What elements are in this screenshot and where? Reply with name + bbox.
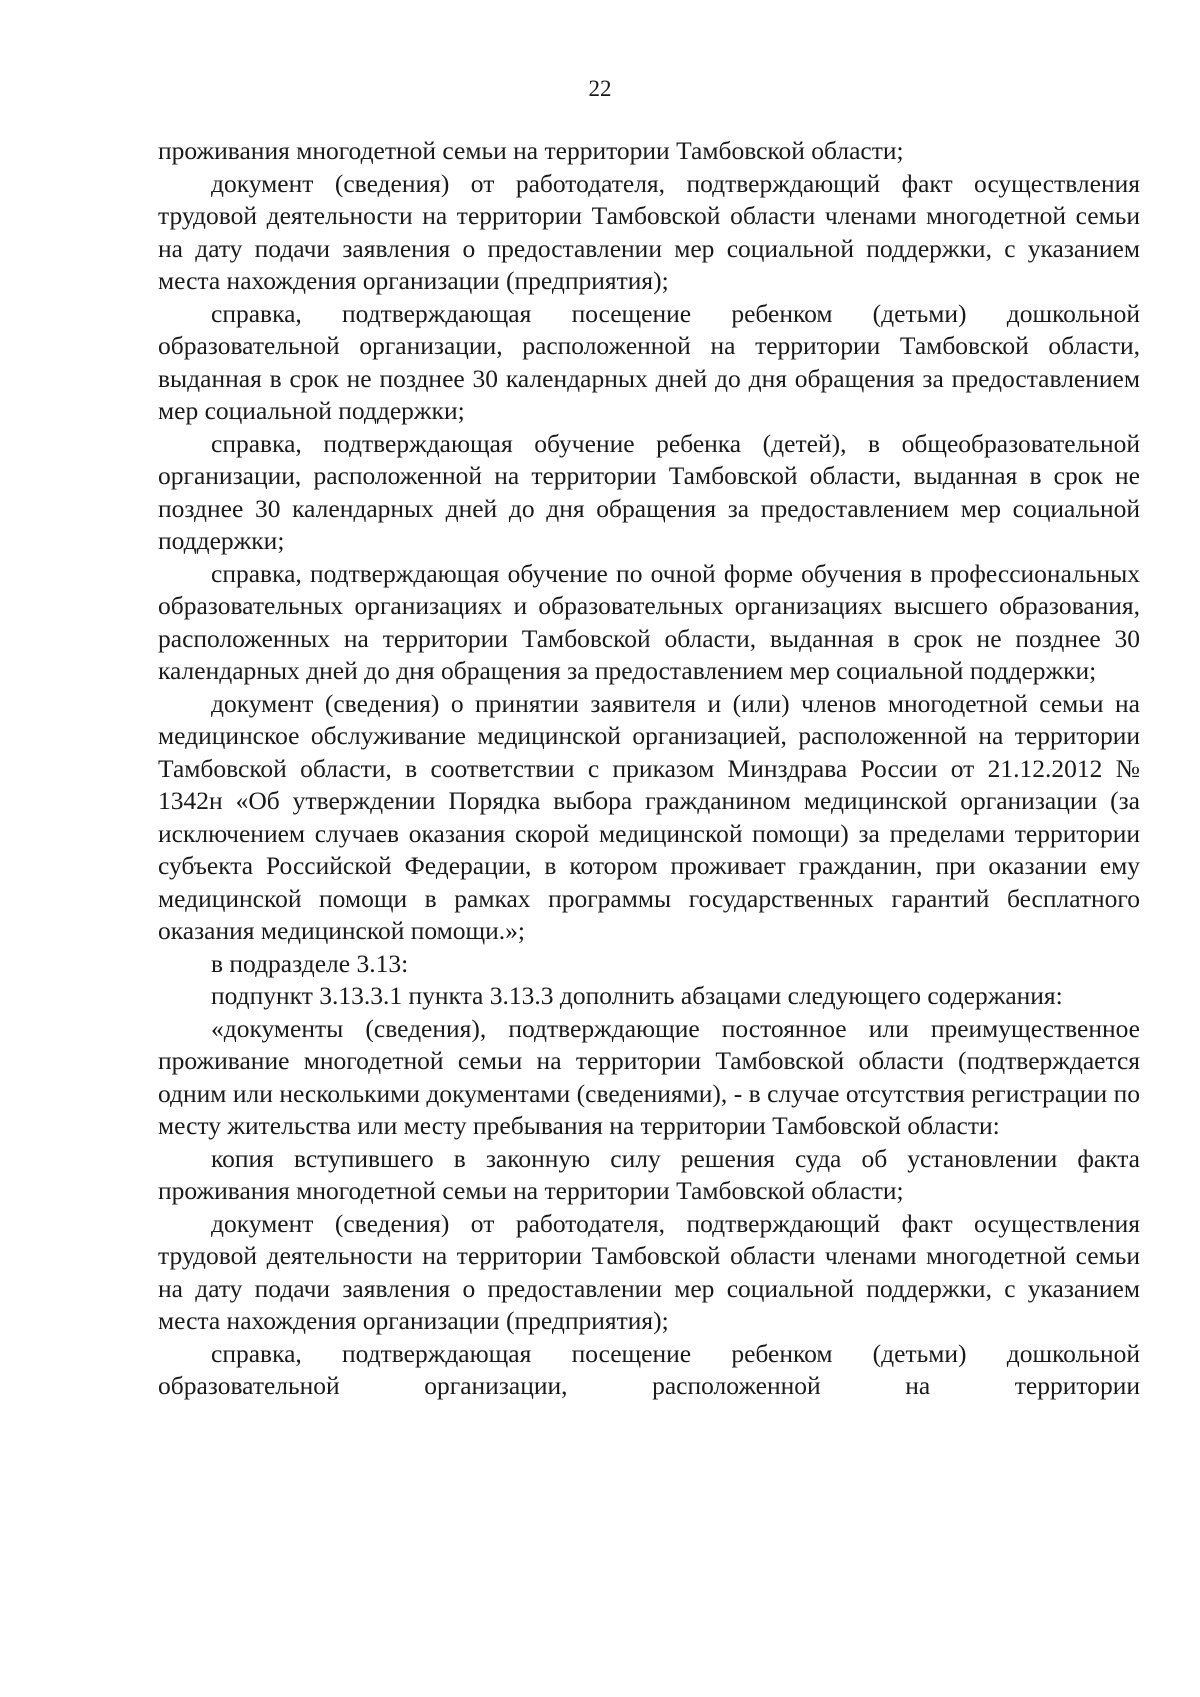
paragraph-3: справка, подтверждающая посещение ребенком (детьми) дошкольной образовательной организации, расположенной на территории Тамбовской области, выданная в срок не позднее 30 календарных дней до дня обращения за предоставлением мер социальной поддержки; — [158, 298, 1140, 425]
paragraph-4: справка, подтверждающая обучение ребенка (детей), в общеобразовательной организации, расположенной на территории Тамбовской области, выданная в срок не позднее 30 календарных дней до дня обращения за предоставлением мер социальной поддержки; — [158, 428, 1140, 555]
paragraph-1: проживания многодетной семьи на территории Тамбовской области; — [158, 136, 904, 165]
paragraph-5: справка, подтверждающая обучение по очной форме обучения в профессиональных образовательных организациях и образовательных организациях высшего образования, расположенных на территории Тамбовской области, выданная в срок не позднее 30 календарных дней до дня обращения за предоставлением мер социальной поддержки; — [158, 558, 1140, 685]
paragraph-6: документ (сведения) о принятии заявителя и (или) членов многодетной семьи на медицинское обслуживание медицинской организацией, расположенной на территории Тамбовской области, в соответствии с приказом Минздрава России от 21.12.2012 № 1342н «Об утверждении Порядка выбора гражданином медицинской организации (за исключением случаев оказания скорой медицинской помощи) за пределами территории субъекта Российской Федерации, в котором проживает гражданин, при оказании ему медицинской помощи в рамках программы государственных гарантий бесплатного оказания медицинской помощи.»; — [158, 688, 1140, 945]
paragraph-10: копия вступившего в законную силу решения суда об установлении факта проживания многодетной семьи на территории Тамбовской области; — [158, 1143, 1140, 1205]
paragraph-9: «документы (сведения), подтверждающие постоянное или преимущественное проживание многодетной семьи на территории Тамбовской области (подтверждается одним или несколькими документами (сведениями), - в случае отсутствия регистрации по месту жительства или месту пребывания на территории Тамбовской области: — [158, 1013, 1140, 1140]
paragraph-12: справка, подтверждающая посещение ребенком (детьми) дошкольной образовательной организации, расположенной на территории — [158, 1338, 1140, 1400]
paragraph-2: документ (сведения) от работодателя, подтверждающий факт осуществления трудовой деятельности на территории Тамбовской области членами многодетной семьи на дату подачи заявления о предоставлении мер социальной поддержки, с указанием места нахождения организации (предприятия); — [158, 168, 1140, 295]
page-number: 22 — [588, 76, 612, 101]
paragraph-8: подпункт 3.13.3.1 пункта 3.13.3 дополнить абзацами следующего содержания: — [211, 981, 1063, 1010]
paragraph-11: документ (сведения) от работодателя, подтверждающий факт осуществления трудовой деятельности на территории Тамбовской области членами многодетной семьи на дату подачи заявления о предоставлении мер социальной поддержки, с указанием места нахождения организации (предприятия); — [158, 1208, 1140, 1335]
paragraph-7: в подразделе 3.13: — [211, 948, 409, 978]
document-body — [158, 135, 1140, 1403]
